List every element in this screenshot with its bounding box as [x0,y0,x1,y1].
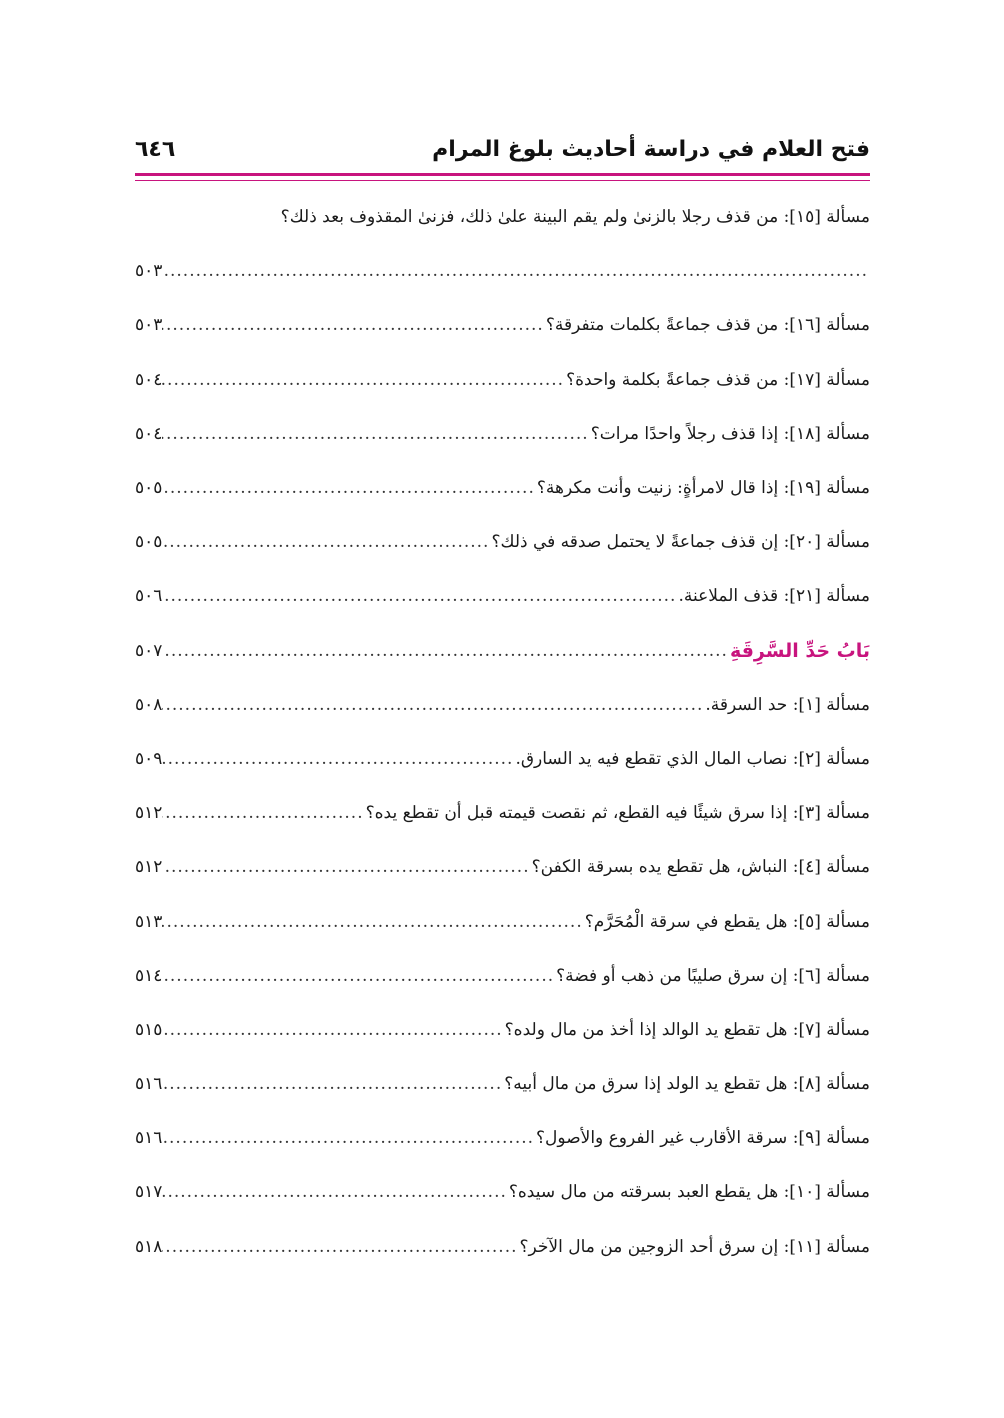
running-header [135,128,870,170]
toc-entry-page: ٥٠٤ [135,369,163,390]
toc-entry[interactable] [135,1220,870,1274]
page-number: ٦٤٦ [135,136,176,162]
toc-entry-label: مسألة [١٧]: من قذف جماعةً بكلمة واحدة؟ [566,369,870,390]
toc-entry[interactable] [135,461,870,515]
dot-leader [162,586,678,606]
toc-entry-page: ٥٠٥ [135,532,163,553]
header-rule-thick [135,173,870,176]
table-of-contents [135,190,870,1274]
dot-leader [162,370,566,390]
toc-entry-label: مسألة [١]: حد السرقة. [705,694,870,715]
toc-entry-label: مسألة [١٦]: من قذف جماعةً بكلمات متفرقة؟ [545,315,870,336]
toc-entry-label: مسألة [٢٠]: إن قذف جماعةً لا يحتمل صدقه في ذلك؟ [491,532,870,553]
toc-entry-label: مسألة [٧]: هل تقطع يد الوالد إذا أخذ من مال ولده؟ [504,1019,870,1040]
toc-entry-label: مسألة [٨]: هل تقطع يد الولد إذا سرق من مال أبيه؟ [504,1074,870,1095]
dot-leader [162,695,705,715]
toc-entry-page: ٥١٨ [135,1236,163,1257]
dot-leader [162,641,730,661]
dot-leader [162,912,584,932]
toc-entry[interactable] [135,1003,870,1057]
toc-entry-page: ٥٠٣ [135,315,163,336]
toc-entry-page: ٥١٣ [135,911,163,932]
toc-entry-page: ٥١٧ [135,1182,163,1203]
toc-entry-page: ٥١٥ [135,1019,163,1040]
toc-entry-label: مسألة [١٠]: هل يقطع العبد بسرقته من مال سيده؟ [508,1182,870,1203]
toc-entry[interactable] [135,786,870,840]
page [135,0,870,1418]
toc-entry-label: مسألة [٢١]: قذف الملاعنة. [678,586,870,607]
toc-entry[interactable] [135,732,870,786]
dot-leader [162,857,531,877]
toc-entry-page: ٥١٤ [135,965,163,986]
toc-entry-label: بَابُ حَدِّ السَّرِقَةِ [729,639,870,662]
toc-entry-label: مسألة [٥]: هل يقطع في سرقة الْمُحَرَّم؟ [584,911,870,932]
toc-entry-label: مسألة [١٨]: إذا قذف رجلاً واحدًا مرات؟ [590,423,870,444]
toc-entry[interactable] [135,298,870,352]
book-title: فتح العلام في دراسة أحاديث بلوغ المرام [432,136,870,162]
toc-entry-label: مسألة [١١]: إن سرق أحد الزوجين من مال الآخر؟ [519,1236,870,1257]
toc-entry-page: ٥٠٦ [135,586,163,607]
toc-entry-label: مسألة [٩]: سرقة الأقارب غير الفروع والأصول؟ [536,1128,870,1149]
dot-leader [162,1074,504,1094]
toc-entry[interactable] [135,678,870,732]
toc-entry[interactable] [135,353,870,407]
dot-leader [162,424,590,444]
toc-entry-label: مسألة [٤]: النباش، هل تقطع يده بسرقة الكفن؟ [531,857,870,878]
dot-leader [162,803,365,823]
dot-leader [162,315,545,335]
toc-entry-page: ٥١٢ [135,857,163,878]
toc-entry-label: مسألة [١٩]: إذا قال لامرأةٍ: زنيت وأنت مكرهة؟ [536,478,870,499]
header-rule-thin [135,180,870,181]
toc-entry-page: ٥٠٣ [135,261,163,282]
toc-entry[interactable] [135,1057,870,1111]
dot-leader [162,1237,519,1257]
dot-leader [162,532,491,552]
toc-entry[interactable] [135,1165,870,1219]
toc-entry-page: ٥٠٧ [135,640,163,661]
toc-entry-page: ٥٠٤ [135,423,163,444]
toc-entry[interactable] [135,949,870,1003]
dot-leader [162,1128,536,1148]
toc-entry[interactable] [135,569,870,623]
toc-entry-label: مسألة [٣]: إذا سرق شيئًا فيه القطع، ثم نقصت قيمته قبل أن تقطع يده؟ [365,803,870,824]
toc-entry[interactable] [135,1111,870,1165]
toc-entry[interactable] [135,515,870,569]
toc-entry[interactable] [135,894,870,948]
toc-entry[interactable] [135,190,870,244]
toc-entry[interactable] [135,244,870,298]
toc-entry-page: ٥١٢ [135,803,163,824]
toc-entry-page: ٥٠٥ [135,478,163,499]
toc-entry-page: ٥١٦ [135,1074,163,1095]
toc-entry-page: ٥٠٩ [135,748,163,769]
toc-entry[interactable] [135,407,870,461]
toc-entry-page: ٥٠٨ [135,694,163,715]
dot-leader [162,1020,504,1040]
dot-leader [162,1182,508,1202]
toc-chapter-heading[interactable] [135,624,870,678]
dot-leader [162,261,870,281]
toc-entry-page: ٥١٦ [135,1128,163,1149]
toc-entry[interactable] [135,840,870,894]
toc-entry-label: مسألة [٢]: نصاب المال الذي تقطع فيه يد السارق. [515,748,870,769]
dot-leader [162,966,556,986]
dot-leader [162,749,515,769]
toc-entry-label: مسألة [٦]: إن سرق صليبًا من ذهب أو فضة؟ [556,965,870,986]
toc-entry-label: مسألة [١٥]: من قذف رجلا بالزنىٰ ولم يقم البينة علىٰ ذلك، فزنىٰ المقذوف بعد ذلك؟ [280,207,870,228]
dot-leader [162,478,536,498]
